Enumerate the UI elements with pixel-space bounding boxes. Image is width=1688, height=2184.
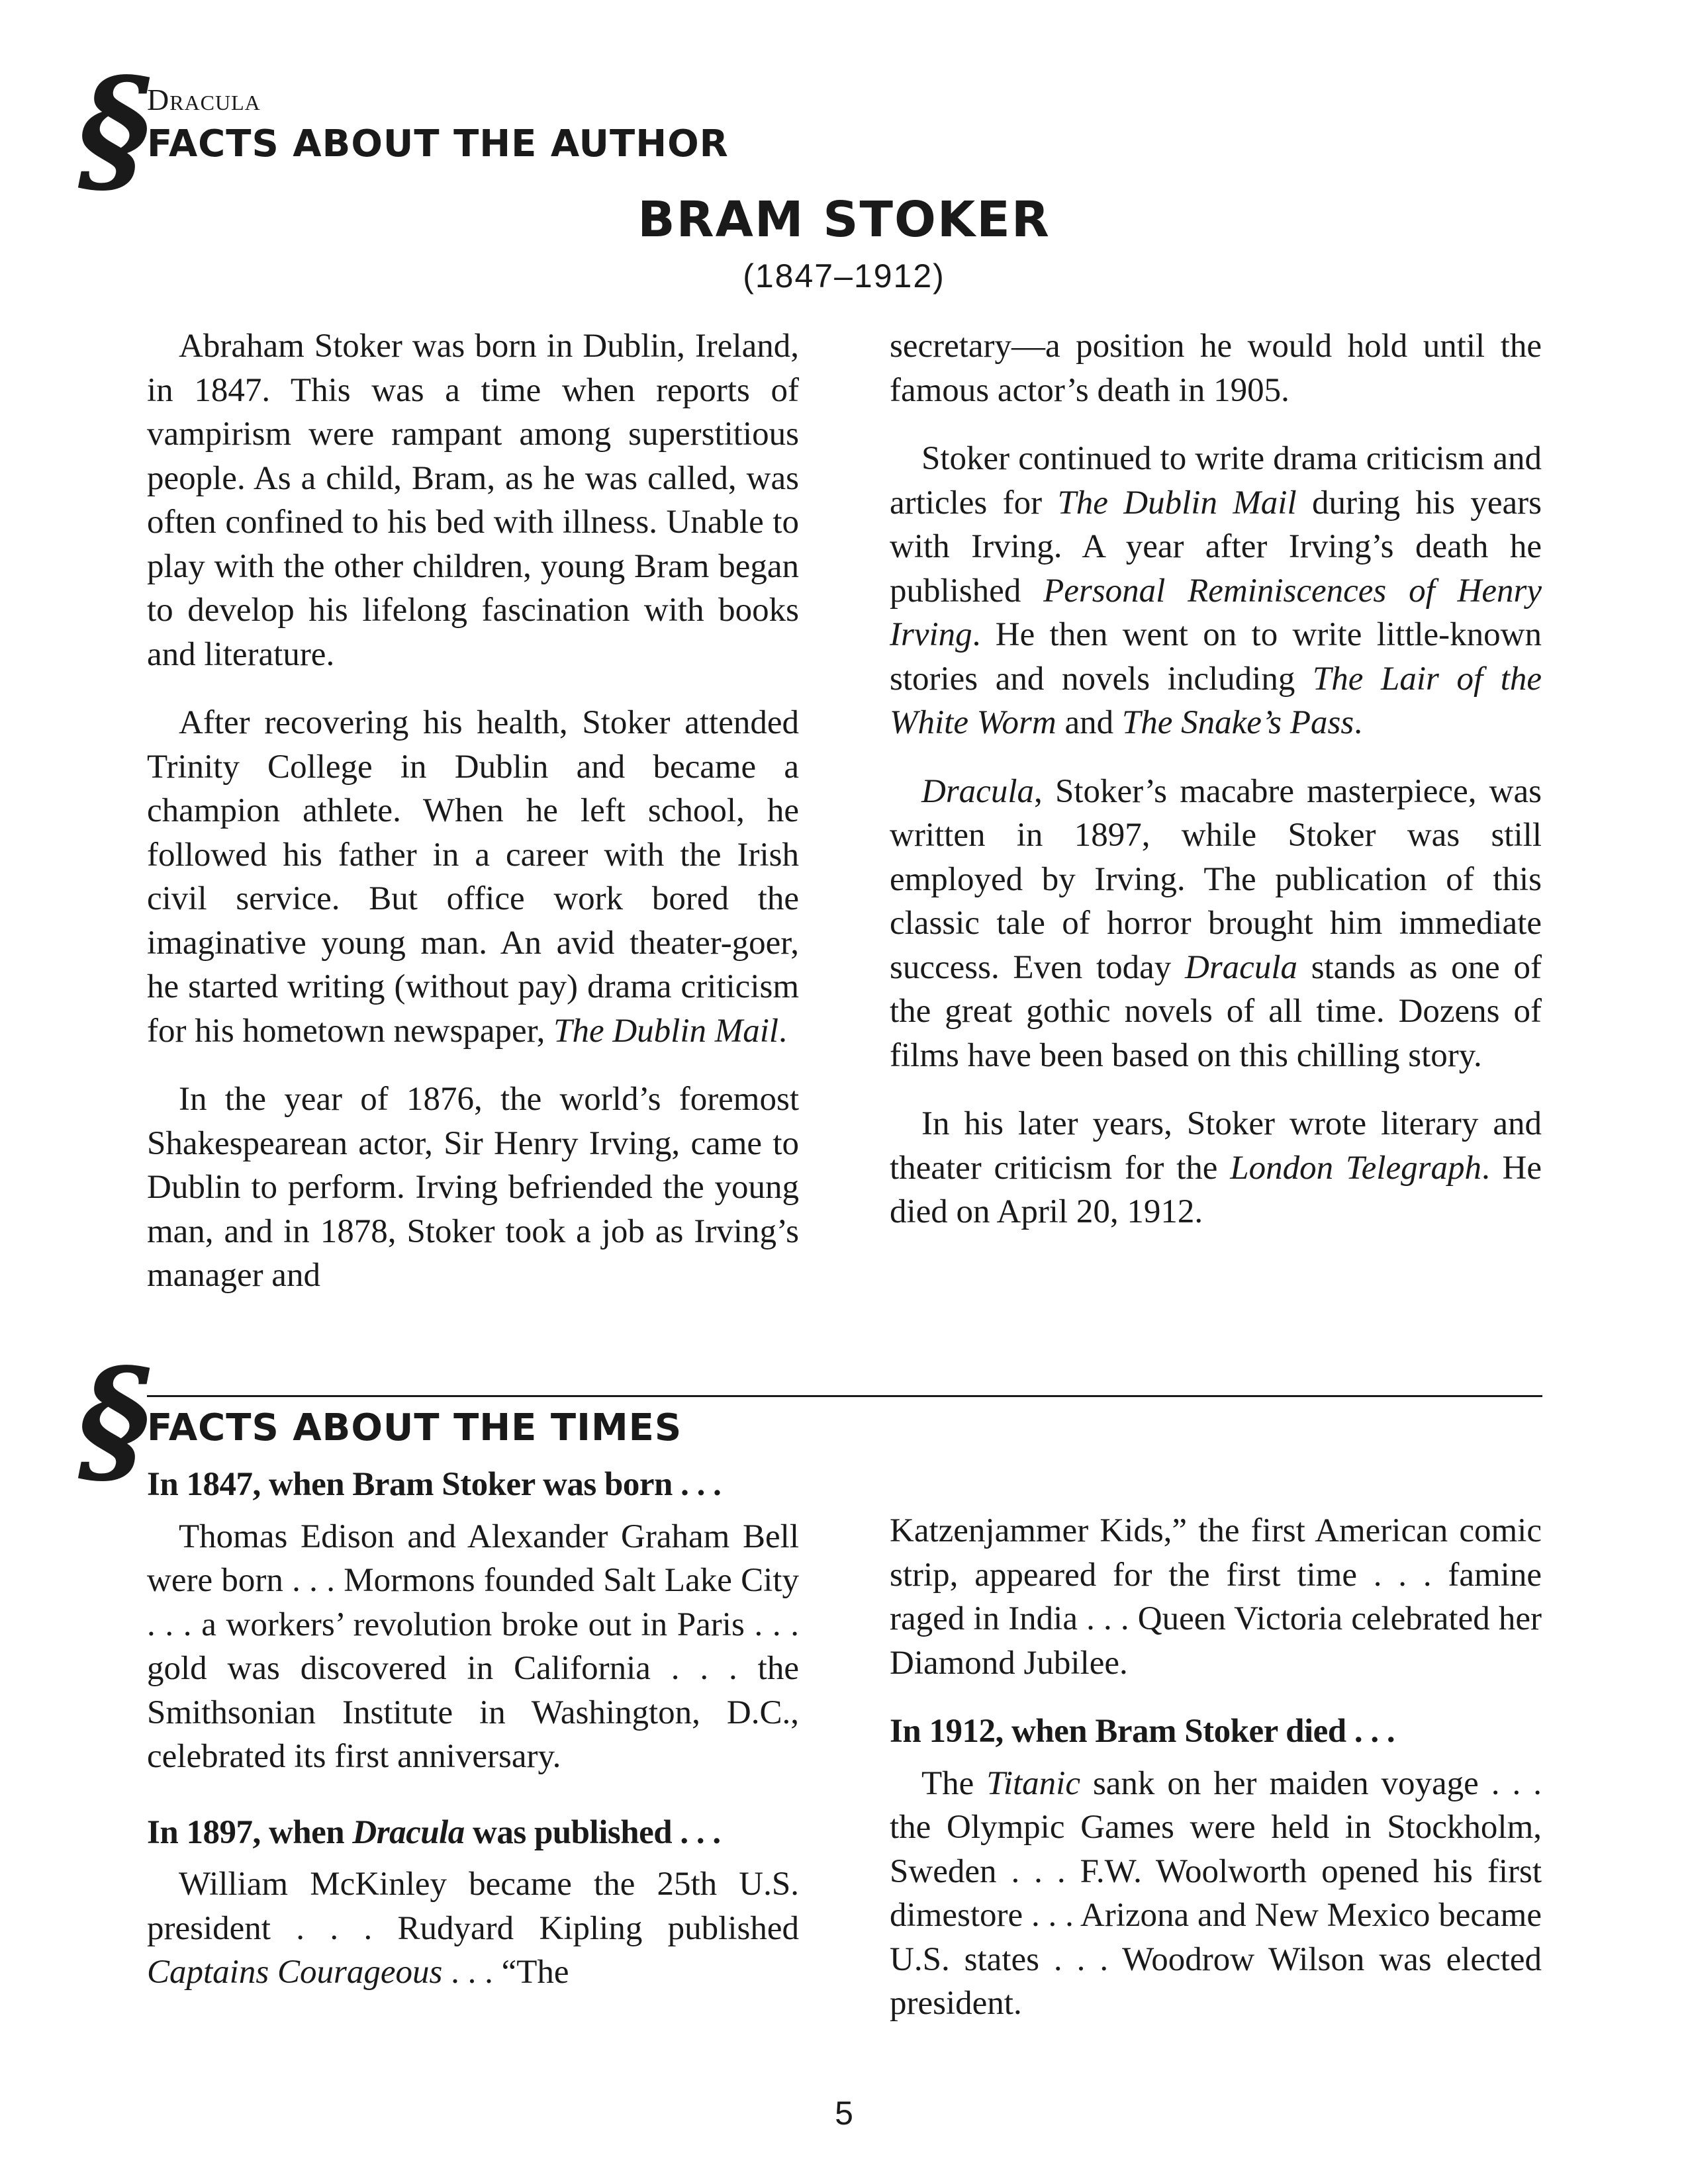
- paragraph: Stoker continued to write drama criticism and articles for The Dublin Mail during his years with Irving. A year after Irving’s death he published Personal Reminiscences of Henry Irving. He then went on to write little-known stories and novels including The Lair of the White Worm and The Snake’s Pass.: [890, 440, 1542, 741]
- subheading-1847: In 1847, when Bram Stoker was born . . .: [147, 1466, 722, 1503]
- paragraph: Thomas Edison and Alexander Graham Bell were born . . . Mormons founded Salt Lake City . . . a workers’ revolution broke out in Paris . . . gold was discovered in California . . . the Smithsonian Institute in Washington, D.C., celebrated its first anniversary.: [147, 1518, 799, 1775]
- author-dates: (1847–1912): [743, 257, 945, 295]
- times-column-left: [147, 1463, 799, 2026]
- ornament-icon: §: [78, 47, 151, 210]
- page-number: 5: [835, 2095, 853, 2132]
- paragraph: Abraham Stoker was born in Dublin, Ireland, in 1847. This was a time when reports of vampirism were rampant among superstitious people. As a child, Bram, as he was called, was often confined to his bed with illness. Unable to play with the other children, young Bram began to develop his lifelong fascination with books and literature.: [147, 328, 799, 673]
- series-title: Dracula: [147, 83, 261, 116]
- paragraph: In the year of 1876, the world’s foremost Shakespearean actor, Sir Henry Irving, came to Dublin to perform. Irving befriended the young man, and in 1878, Stoker took a job as Irving’s manager and: [147, 1081, 799, 1294]
- ornament-icon: §: [78, 1338, 151, 1501]
- paragraph: secretary—a position he would hold until the famous actor’s death in 1905.: [890, 328, 1542, 409]
- subheading-1912: In 1912, when Bram Stoker died . . .: [890, 1713, 1395, 1750]
- author-name: BRAM STOKER: [637, 191, 1051, 248]
- paragraph: Dracula, Stoker’s macabre masterpiece, was written in 1897, while Stoker was still employed by Irving. The publication of this classic tale of horror brought him immediate success. Even today Dracula stands as one of the great gothic novels of all time. Dozens of films have been based on this chilling story.: [890, 772, 1542, 1074]
- paragraph: After recovering his health, Stoker attended Trinity College in Dublin and became a champion athlete. When he left school, he followed his father in a career with the Irish civil service. But office work bored the imaginative young man. An avid theater-goer, he started writing (without pay) drama criticism for his hometown newspaper, The Dublin Mail.: [147, 704, 799, 1050]
- section-heading-author: FACTS ABOUT THE AUTHOR: [147, 122, 729, 165]
- paragraph: Katzenjammer Kids,” the first American comic strip, appeared for the first time . . . famine raged in India . . . Queen Victoria celebrated her Diamond Jubilee.: [890, 1512, 1542, 1682]
- subheading-1897: In 1897, when Dracula was published . . .: [147, 1813, 721, 1851]
- paragraph: In his later years, Stoker wrote literary and theater criticism for the London Telegraph. He died on April 20, 1912.: [890, 1105, 1542, 1230]
- times-column-right: [890, 1509, 1542, 2058]
- author-column-left: [147, 324, 799, 1322]
- section-heading-times: FACTS ABOUT THE TIMES: [147, 1406, 682, 1449]
- author-column-right: [890, 324, 1542, 1259]
- paragraph: William McKinley became the 25th U.S. president . . . Rudyard Kipling published Captains Courageous . . . “The: [147, 1866, 799, 1991]
- section-divider: [147, 1395, 1542, 1397]
- paragraph: The Titanic sank on her maiden voyage . . . the Olympic Games were held in Stockholm, Sweden . . . F.W. Woolworth opened his first dimestore . . . Arizona and New Mexico became U.S. states . . . Woodrow Wilson was elected president.: [890, 1764, 1542, 2022]
